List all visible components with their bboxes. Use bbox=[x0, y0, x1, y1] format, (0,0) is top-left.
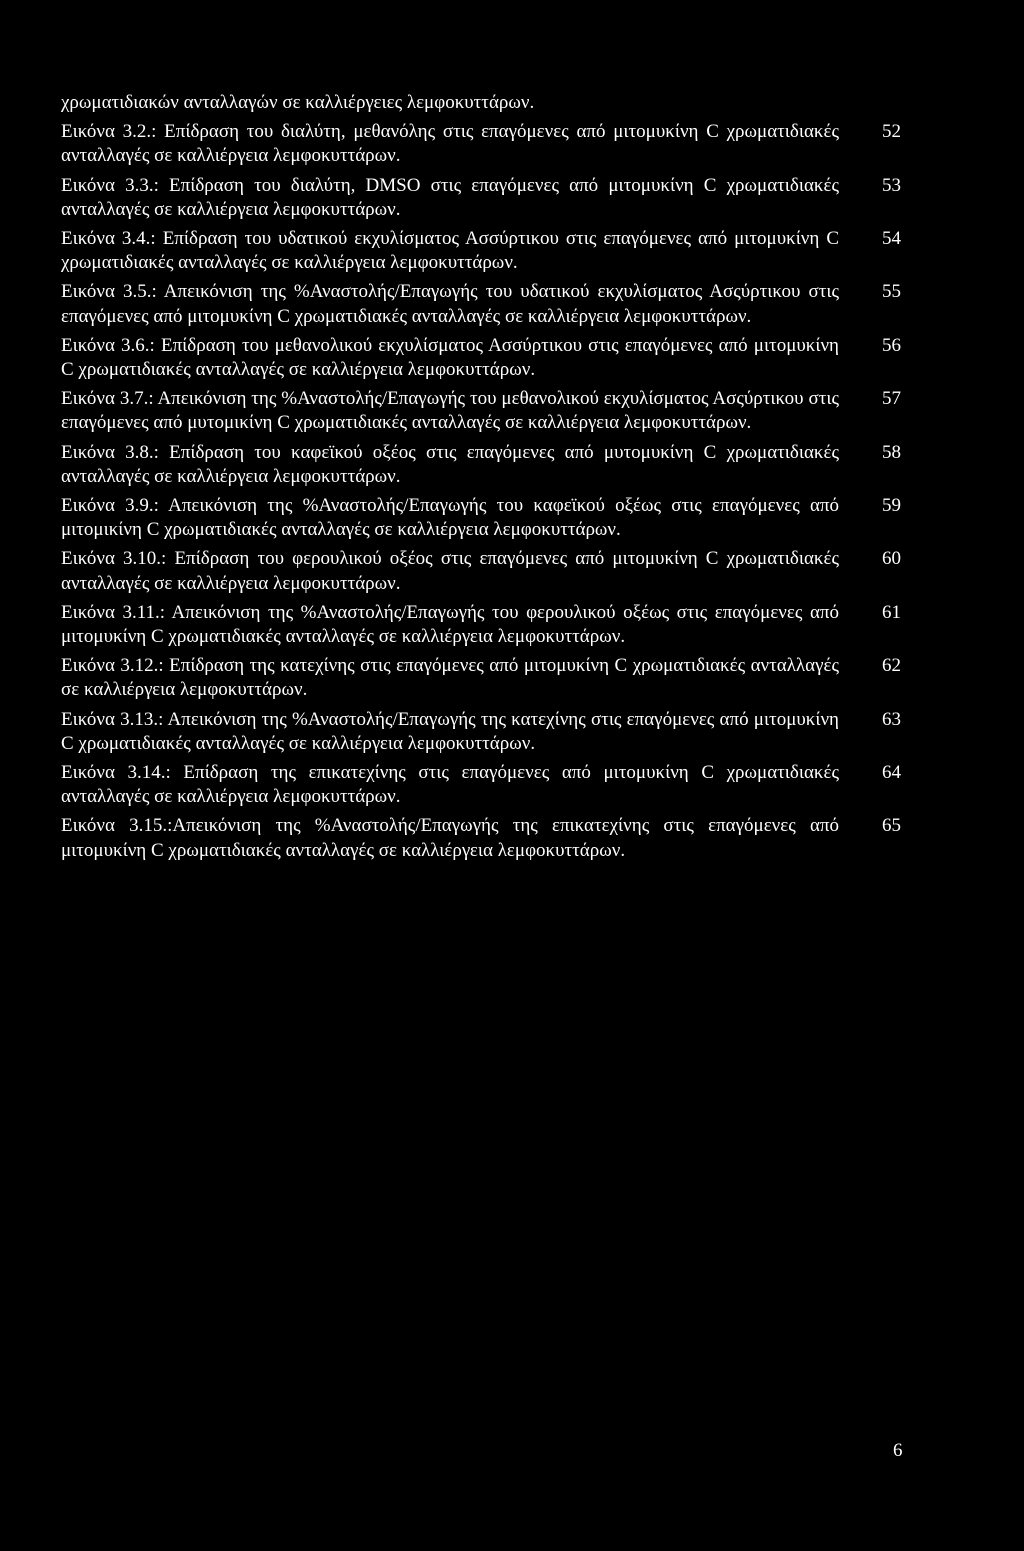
figure-entry-text: Εικόνα 3.5.: Απεικόνιση της %Αναστολής/Επαγωγής του υδατικού εκχυλίσματος Ασςύρτικου στις επαγόμενες από μιτομυκίνη C χρωματιδιακές ανταλλαγές σε καλλιέργεια λεμφοκυττάρων. bbox=[61, 281, 839, 327]
figure-entry-page: 57 bbox=[882, 388, 901, 410]
figure-entry-text: Εικόνα 3.6.: Επίδραση του μεθανολικού εκχυλίσματος Ασσύρτικου στις επαγόμενες από μιτομυκίνη C χρωματιδιακές ανταλλαγές σε καλλιέργεια λεμφοκυττάρων. bbox=[61, 334, 839, 381]
figure-entry-page: 62 bbox=[882, 655, 901, 677]
figure-entry-text: Εικόνα 3.7.: Απεικόνιση της %Αναστολής/Επαγωγής του μεθανολικού εκχυλίσματος Ασςύρτικου στις επαγόμενες από μυτομικίνη C χρωματιδιακές ανταλλαγές σε καλλιέργεια λεμφοκυττάρων. bbox=[61, 388, 839, 434]
figure-entry-text: Εικόνα 3.3.: Επίδραση του διαλύτη, DMSO στις επαγόμενες από μιτομυκίνη C χρωματιδιακές ανταλλαγές σε καλλιέργεια λεμφοκυττάρων. bbox=[61, 174, 839, 220]
figure-entry-text: Εικόνα 3.4.: Επίδραση του υδατικού εκχυλίσματος Ασσύρτικου στις επαγόμενες από μιτομυκίνη C χρωματιδιακές ανταλλαγές σε καλλιέργεια λεμφοκυττάρων. bbox=[61, 228, 839, 274]
figure-entry-3-11 bbox=[61, 601, 901, 649]
figure-entry-page: 63 bbox=[882, 708, 901, 730]
figure-entry-text: Εικόνα 3.8.: Επίδραση του καφεϊκού οξέος στις επαγόμενες από μυτομυκίνη C χρωματιδιακές ανταλλαγές σε καλλιέργεια λεμφοκυττάρων. bbox=[61, 441, 839, 487]
figure-entry-page: 55 bbox=[882, 281, 901, 303]
figure-entry-3-9 bbox=[61, 494, 901, 542]
figure-entry-page: 60 bbox=[882, 548, 901, 570]
figure-entry-3-5 bbox=[61, 280, 901, 328]
figure-entry-page: 58 bbox=[882, 441, 901, 463]
figure-entry-3-8 bbox=[61, 441, 901, 489]
figure-entry-page: 65 bbox=[882, 815, 901, 837]
figure-entry-3-7 bbox=[61, 387, 901, 435]
figure-entry-3-12 bbox=[61, 654, 901, 702]
figure-entry-3-13 bbox=[61, 708, 901, 756]
continuation-line: χρωματιδιακών ανταλλαγών σε καλλιέργειες λεμφοκυττάρων. bbox=[61, 92, 535, 113]
figure-entry-text: Εικόνα 3.9.: Απεικόνιση της %Αναστολής/Επαγωγής του καφεϊκού οξέως στις επαγόμενες από μιτομικίνη C χρωματιδιακές ανταλλαγές σε καλλιέργεια λεμφοκυττάρων. bbox=[61, 495, 839, 541]
figure-entry-page: 56 bbox=[882, 334, 901, 356]
figure-entry-3-2 bbox=[61, 120, 901, 168]
figure-entry-text: Εικόνα 3.11.: Απεικόνιση της %Αναστολής/Επαγωγής του φερουλικού οξέως στις επαγόμενες από μιτομυκίνη C χρωματιδιακές ανταλλαγές σε καλλιέργεια λεμφοκυττάρων. bbox=[61, 601, 839, 648]
figure-entry-3-4 bbox=[61, 227, 901, 275]
page-number: 6 bbox=[893, 1440, 903, 1461]
figure-entry-3-15 bbox=[61, 814, 901, 862]
figure-entry-text: Εικόνα 3.15.:Απεικόνιση της %Αναστολής/Επαγωγής της επικατεχίνης στις επαγόμενες από μιτομυκίνη C χρωματιδιακές ανταλλαγές σε καλλιέργεια λεμφοκυττάρων. bbox=[61, 815, 839, 861]
figure-entry-text: Εικόνα 3.13.: Απεικόνιση της %Αναστολής/Επαγωγής της κατεχίνης στις επαγόμενες από μιτομυκίνη C χρωματιδιακές ανταλλαγές σε καλλιέργεια λεμφοκυττάρων. bbox=[61, 708, 839, 754]
figure-entry-text: Εικόνα 3.14.: Επίδραση της επικατεχίνης στις επαγόμενες από μιτομυκίνη C χρωματιδιακές ανταλλαγές σε καλλιέργεια λεμφοκυττάρων. bbox=[61, 762, 839, 808]
figure-entry-page: 52 bbox=[882, 121, 901, 143]
figure-entry-3-14 bbox=[61, 761, 901, 809]
figure-entry-text: Εικόνα 3.10.: Επίδραση του φερουλικού οξέος στις επαγόμενες από μιτομυκίνη C χρωματιδιακές ανταλλαγές σε καλλιέργεια λεμφοκυττάρων. bbox=[61, 548, 839, 594]
figure-entry-3-10 bbox=[61, 547, 901, 595]
figure-entry-3-3 bbox=[61, 174, 901, 222]
figure-entry-page: 59 bbox=[882, 495, 901, 517]
figure-entry-text: Εικόνα 3.2.: Επίδραση του διαλύτη, μεθανόλης στις επαγόμενες από μιτομυκίνη C χρωματιδιακές ανταλλαγές σε καλλιέργεια λεμφοκυττάρων. bbox=[61, 121, 839, 167]
list-of-figures bbox=[61, 91, 901, 868]
figure-entry-text: Εικόνα 3.12.: Επίδραση της κατεχίνης στις επαγόμενες από μιτομυκίνη C χρωματιδιακές ανταλλαγές σε καλλιέργεια λεμφοκυττάρων. bbox=[61, 655, 839, 701]
figure-entry-3-6 bbox=[61, 334, 901, 382]
figure-entry-page: 61 bbox=[882, 601, 901, 623]
figure-entry-page: 53 bbox=[882, 174, 901, 196]
figure-entry-page: 54 bbox=[882, 228, 901, 250]
figure-entry-page: 64 bbox=[882, 762, 901, 784]
